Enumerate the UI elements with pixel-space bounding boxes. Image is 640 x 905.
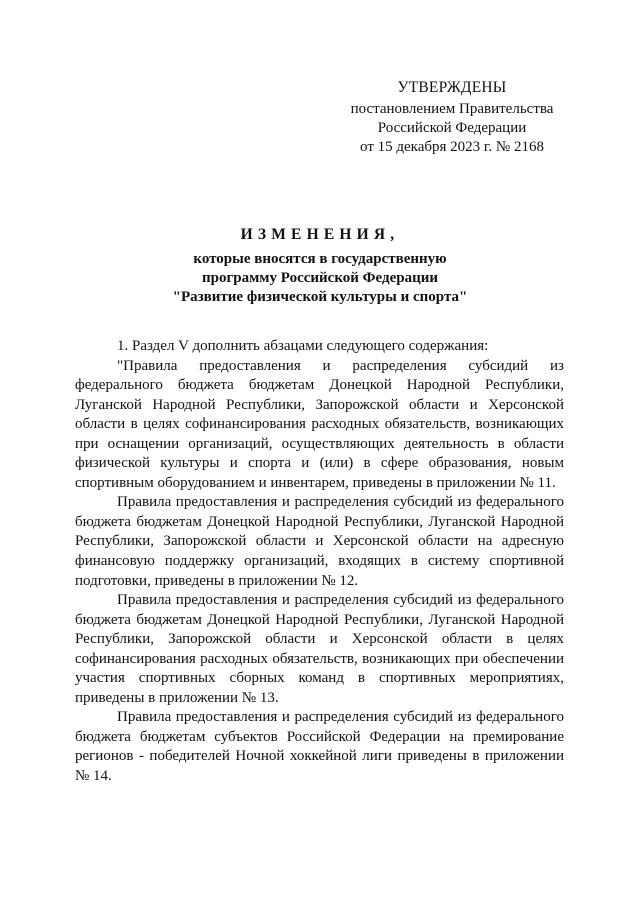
approval-line-resolution: постановлением Правительства xyxy=(350,101,554,117)
approval-line-date-number: от 15 декабря 2023 г. № 2168 xyxy=(360,139,544,155)
document-heading xyxy=(0,226,640,307)
document-subtitle-line-1: которые вносятся в государственную xyxy=(193,251,447,267)
document-title: ИЗМЕНЕНИЯ, xyxy=(240,226,400,243)
document-subtitle-line-3: "Развитие физической культуры и спорта" xyxy=(172,289,468,305)
paragraph-appendix-11: "Правила предоставления и распределения субсидий из федерального бюджета бюджетам Донецкой Народной Республики, Луганской Народной Республики, Запорожской области и Херсонской области в целях софинансирования расходных обязательств, возникающих при оснащении организаций, осуществляющих деятельность в области физической культуры и спорта и (или) в сфере образования, новым спортивным оборудованием и инвентарем, приведены в приложении № 11. xyxy=(75,357,564,491)
document-subtitle-line-2: программу Российской Федерации xyxy=(201,270,439,286)
approved-stamp-word: УТВЕРЖДЕНЫ xyxy=(397,79,507,96)
paragraph-appendix-13: Правила предоставления и распределения субсидий из федерального бюджета бюджетам Донецкой Народной Республики, Луганской Народной Республики, Запорожской области и Херсонской области в целях софинансирования расходных обязательств, возникающих при обеспечении участия спортивных сборных команд в спортивных мероприятиях, приведены в приложении № 13. xyxy=(75,592,564,706)
approval-line-federation: Российской Федерации xyxy=(377,120,527,136)
document-body xyxy=(75,337,564,787)
paragraph-appendix-14: Правила предоставления и распределения субсидий из федерального бюджета бюджетам субъектов Российской Федерации на премирование регионов - победителей Ночной хоккейной лиги приведены в приложении № 14. xyxy=(75,709,564,785)
approval-block xyxy=(342,78,562,157)
paragraph-appendix-12: Правила предоставления и распределения субсидий из федерального бюджета бюджетам Донецкой Народной Республики, Луганской Народной Республики, Запорожской области и Херсонской области на адресную финансовую поддержку организаций, входящих в систему спортивной подготовки, приведены в приложении № 12. xyxy=(75,494,564,589)
amendment-item-1: 1. Раздел V дополнить абзацами следующего содержания: xyxy=(117,338,489,354)
